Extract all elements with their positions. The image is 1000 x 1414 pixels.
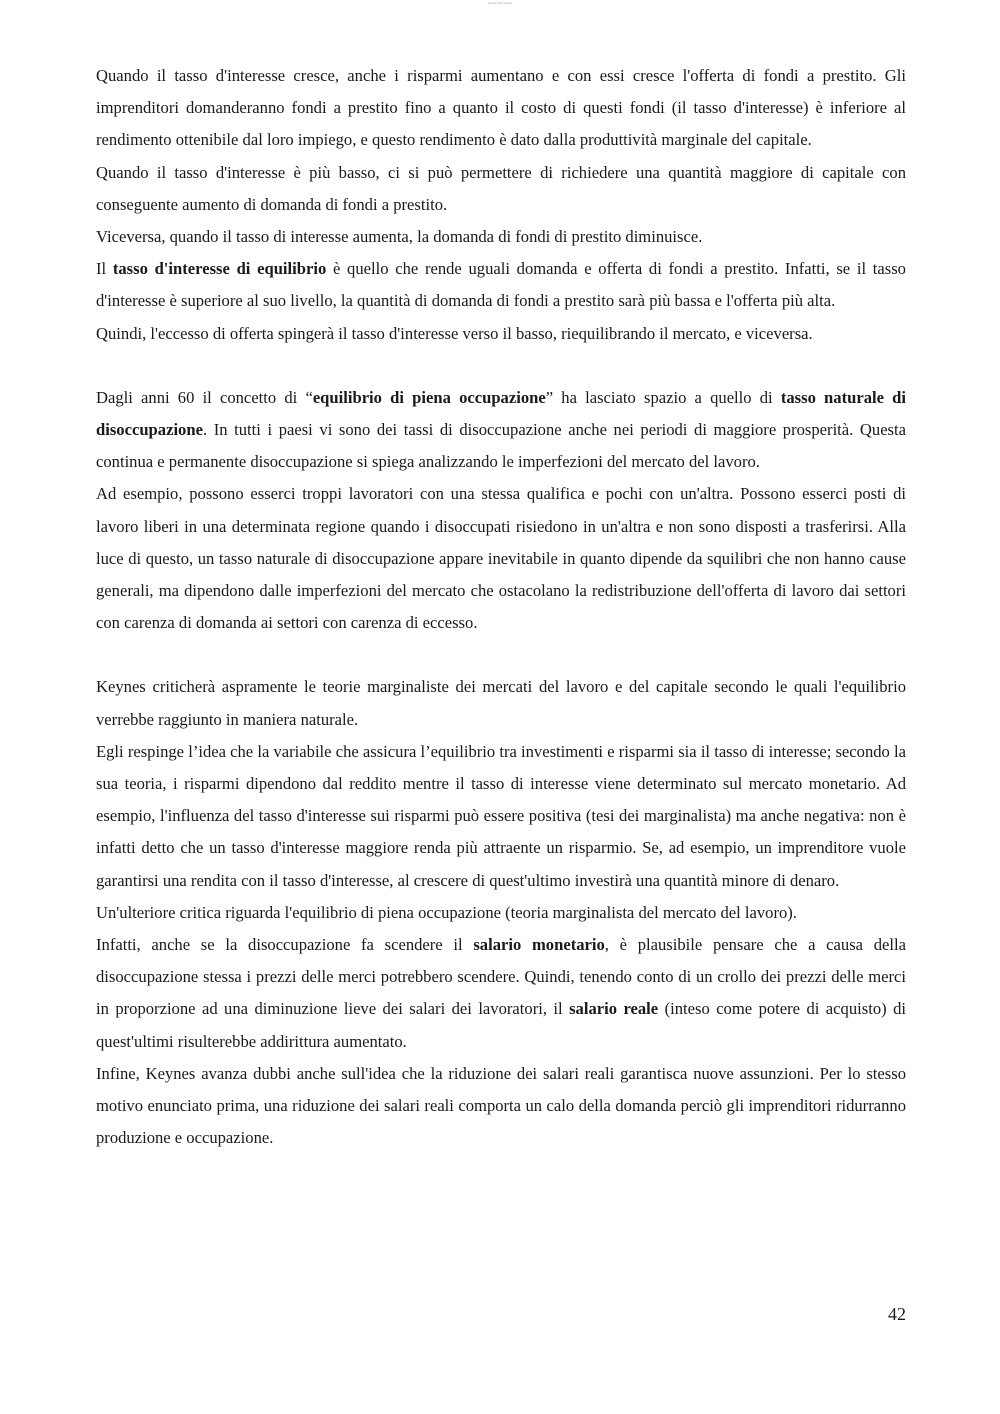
- text-run: Infatti, anche se la disoccupazione fa scendere il: [96, 935, 474, 955]
- paragraph: Un'ulteriore critica riguarda l'equilibrio di piena occupazione (teoria marginalista del mercato del lavoro).: [96, 902, 797, 922]
- paragraph: Quando il tasso d'interesse è più basso, ci si può permettere di richiedere una quantità maggiore di capitale con conseguente aumento di domanda di fondi a prestito.: [96, 162, 906, 214]
- page-content: [96, 60, 906, 1155]
- bold-term: salario reale: [569, 999, 659, 1019]
- page-number: 42: [888, 1304, 906, 1324]
- header-mark: Scuola di Economia: [487, 1, 513, 5]
- paragraph: Ad esempio, possono esserci troppi lavoratori con una stessa qualifica e pochi con un'altra. Possono esserci posti di lavoro liberi in una determinata regione quando i disoccupati risiedono in un'altra e non sono disposti a trasferirsi. Alla luce di questo, un tasso naturale di disoccupazione appare inevitabile in quanto dipende da squilibri che non hanno cause generali, ma dipendono dalle imperfezioni del mercato che ostacolano la redistribuzione dell'offerta di lavoro dai settori con carenza di domanda ai settori con carenza di eccesso.: [96, 484, 906, 633]
- text-run: ” ha lasciato spazio a quello di: [545, 387, 781, 407]
- text-run: . In tutti i paesi vi sono dei tassi di disoccupazione anche nei periodi di maggiore prosperità. Questa continua e permanente disoccupazione si spiega analizzando le imperfezioni del mercato del lavoro.: [96, 420, 906, 472]
- bold-term: salario monetario: [473, 935, 605, 955]
- paragraph: Infine, Keynes avanza dubbi anche sull'idea che la riduzione dei salari reali garantisca nuove assunzioni. Per lo stesso motivo enunciato prima, una riduzione dei salari reali comporta un calo della domanda perciò gli imprenditori ridurranno produzione e occupazione.: [96, 1063, 906, 1148]
- section-gap: [96, 639, 906, 671]
- paragraph: Quando il tasso d'interesse cresce, anche i risparmi aumentano e con essi cresce l'offerta di fondi a prestito. Gli imprenditori domanderanno fondi a prestito fino a quanto il costo di questi fondi (il tasso d'interesse) è inferiore al rendimento ottenibile dal loro impiego, e questo rendimento è dato dalla produttività marginale del capitale.: [96, 66, 906, 150]
- text-run: Il: [96, 259, 113, 279]
- paragraph: [96, 929, 906, 1058]
- bold-term: tasso naturale di disoccupazione: [96, 387, 906, 440]
- paragraph: Keynes criticherà aspramente le teorie marginaliste dei mercati del lavoro e del capitale secondo le quali l'equilibrio verrebbe raggiunto in maniera naturale.: [96, 677, 906, 729]
- text-run: è quello che rende uguali domanda e offerta di fondi a prestito. Infatti, se il tasso d'interesse è superiore al suo livello, la quantità di domanda di fondi a prestito sarà più bassa e l'offerta più alta.: [96, 259, 906, 311]
- paragraph: [96, 382, 906, 479]
- text-run: (inteso come potere di acquisto) di quest'ultimi risulterebbe addirittura aumentato.: [96, 999, 906, 1051]
- paragraph: Quindi, l'eccesso di offerta spingerà il tasso d'interesse verso il basso, riequilibrando il mercato, e viceversa.: [96, 323, 813, 343]
- paragraph: [96, 253, 906, 317]
- bold-term: equilibrio di piena occupazione: [312, 387, 546, 407]
- text-run: Dagli anni 60 il concetto di “: [96, 387, 313, 407]
- text-run: , è plausibile pensare che a causa della disoccupazione stessa i prezzi delle merci potrebbero scendere. Quindi, tenendo conto di un crollo dei prezzi delle merci in proporzione ad una diminuzione lieve dei salari dei lavoratori, il: [96, 935, 906, 1019]
- paragraph: Egli respinge l’idea che la variabile che assicura l’equilibrio tra investimenti e risparmi sia il tasso di interesse; secondo la sua teoria, i risparmi dipendono dal reddito mentre il tasso di interesse viene determinato sul mercato monetario. Ad esempio, l'influenza del tasso d'interesse sui risparmi può essere positiva (tesi dei marginalista) ma anche negativa: non è infatti detto che un tasso d'interesse maggiore renda più attraente un risparmio. Se, ad esempio, un imprenditore vuole garantirsi una rendita con il tasso d'interesse, al crescere di quest'ultimo investirà una quantità minore di denaro.: [96, 741, 906, 890]
- section-gap: [96, 350, 906, 382]
- bold-term: tasso d'interesse di equilibrio: [112, 259, 327, 279]
- paragraph: Viceversa, quando il tasso di interesse aumenta, la domanda di fondi di prestito diminuisce.: [96, 227, 703, 247]
